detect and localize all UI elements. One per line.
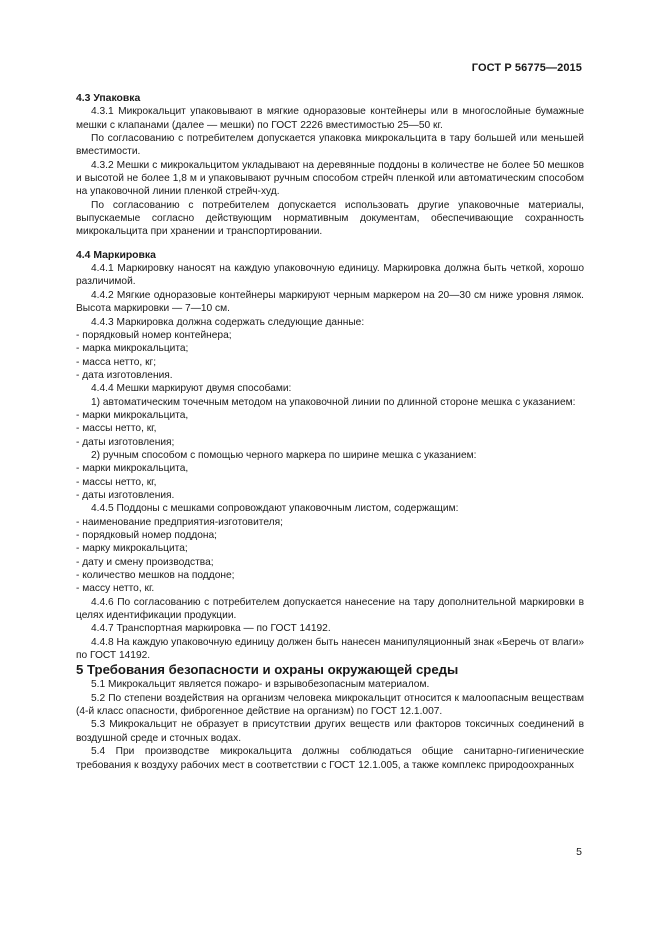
- list-item: - даты изготовления.: [76, 489, 175, 501]
- list-item: - масса нетто, кг;: [76, 356, 157, 368]
- document-body: [76, 92, 584, 772]
- paragraph-4-4-1: 4.4.1 Маркировку наносят на каждую упаковочную единицу. Маркировка должна быть четкой, хорошо различимой.: [76, 263, 584, 288]
- paragraph-5-3: 5.3 Микрокальцит не образует в присутствии других веществ или факторов токсичных соединений в воздушной среде и сточных водах.: [76, 719, 584, 744]
- list-item: - порядковый номер контейнера;: [76, 329, 232, 341]
- paragraph-4-4-8: 4.4.8 На каждую упаковочную единицу должен быть нанесен манипуляционный знак «Беречь от влаги» по ГОСТ 14192.: [76, 636, 584, 662]
- paragraph-4-4-2: 4.4.2 Мягкие одноразовые контейнеры маркируют черным маркером на 20—30 см ниже уровня лямок. Высота маркировки — 7—10 см.: [76, 289, 584, 315]
- list-item: - марки микрокальцита,: [76, 463, 189, 475]
- paragraph-5-4: 5.4 При производстве микрокальцита должны соблюдаться общие санитарно-гигиенические требования к воздуху рабочих мест в соответствии с ГОСТ 12.1.005, а также комплекс природоохранных: [76, 746, 584, 771]
- list-item: - марки микрокальцита,: [76, 409, 189, 421]
- list-item: - дата изготовления.: [76, 369, 173, 381]
- list-item: - наименование предприятия-изготовителя;: [76, 516, 283, 528]
- paragraph-4-4-7: 4.4.7 Транспортная маркировка — по ГОСТ 14192.: [91, 623, 331, 635]
- paragraph-4-4-4-method-1: 1) автоматическим точечным методом на упаковочной линии по длинной стороне мешка с указанием:: [91, 396, 576, 408]
- paragraph-4-3-2-note: По согласованию с потребителем допускается использовать другие упаковочные материалы, выпускаемые согласно действующим нормативным документам, обеспечивающие сохранность микрокальцита при хранении и транспортировании.: [76, 199, 584, 238]
- section-5-title: 5 Требования безопасности и охраны окружающей среды: [76, 662, 459, 678]
- paragraph-4-4-4: 4.4.4 Мешки маркируют двумя способами:: [91, 383, 292, 395]
- paragraph-4-4-6: 4.4.6 По согласованию с потребителем допускается нанесение на тару дополнительной маркировки в целях идентификации продукции.: [76, 596, 584, 622]
- list-item: - марку микрокальцита;: [76, 543, 188, 555]
- page-number: 5: [576, 846, 582, 858]
- section-4-4-title: 4.4 Маркировка: [76, 249, 156, 261]
- paragraph-4-3-1-note: По согласованию с потребителем допускается упаковка микрокальцита в тару большей или меньшей вместимости.: [76, 133, 584, 158]
- list-item: - массу нетто, кг.: [76, 583, 155, 595]
- paragraph-4-3-2: 4.3.2 Мешки с микрокальцитом укладывают на деревянные поддоны в количестве не более 50 мешков и высотой не более 1,8 м и упаковывают ручным способом стрейч пленкой или автоматическим способом на упаковочной линии пленкой стрейч-худ.: [76, 159, 584, 198]
- list-item: - количество мешков на поддоне;: [76, 570, 235, 582]
- section-4-3-title: 4.3 Упаковка: [76, 93, 141, 104]
- paragraph-4-4-3: 4.4.3 Маркировка должна содержать следующие данные:: [91, 316, 365, 328]
- paragraph-5-1: 5.1 Микрокальцит является пожаро- и взрывобезопасным материалом.: [91, 679, 430, 691]
- list-item: - марка микрокальцита;: [76, 343, 189, 355]
- document-id: ГОСТ Р 56775—2015: [471, 62, 582, 74]
- paragraph-4-3-1: 4.3.1 Микрокальцит упаковывают в мягкие одноразовые контейнеры или в многослойные бумажные мешки с клапанами (далее — мешки) по ГОСТ 2226 вместимостью 25—50 кг.: [76, 106, 584, 131]
- paragraph-4-4-5: 4.4.5 Поддоны с мешками сопровождают упаковочным листом, содержащим:: [91, 503, 459, 515]
- paragraph-5-2: 5.2 По степени воздействия на организм человека микрокальцит относится к малоопасным веществам (4-й класс опасности, фиброгенное действие на организм) по ГОСТ 12.1.007.: [76, 692, 584, 718]
- list-item: - дату и смену производства;: [76, 556, 214, 568]
- list-item: - порядковый номер поддона;: [76, 530, 218, 541]
- list-item: - массы нетто, кг,: [76, 423, 157, 435]
- list-item: - массы нетто, кг,: [76, 476, 157, 488]
- list-item: - даты изготовления;: [76, 436, 175, 448]
- paragraph-4-4-4-method-2: 2) ручным способом с помощью черного маркера по ширине мешка с указанием:: [91, 449, 477, 461]
